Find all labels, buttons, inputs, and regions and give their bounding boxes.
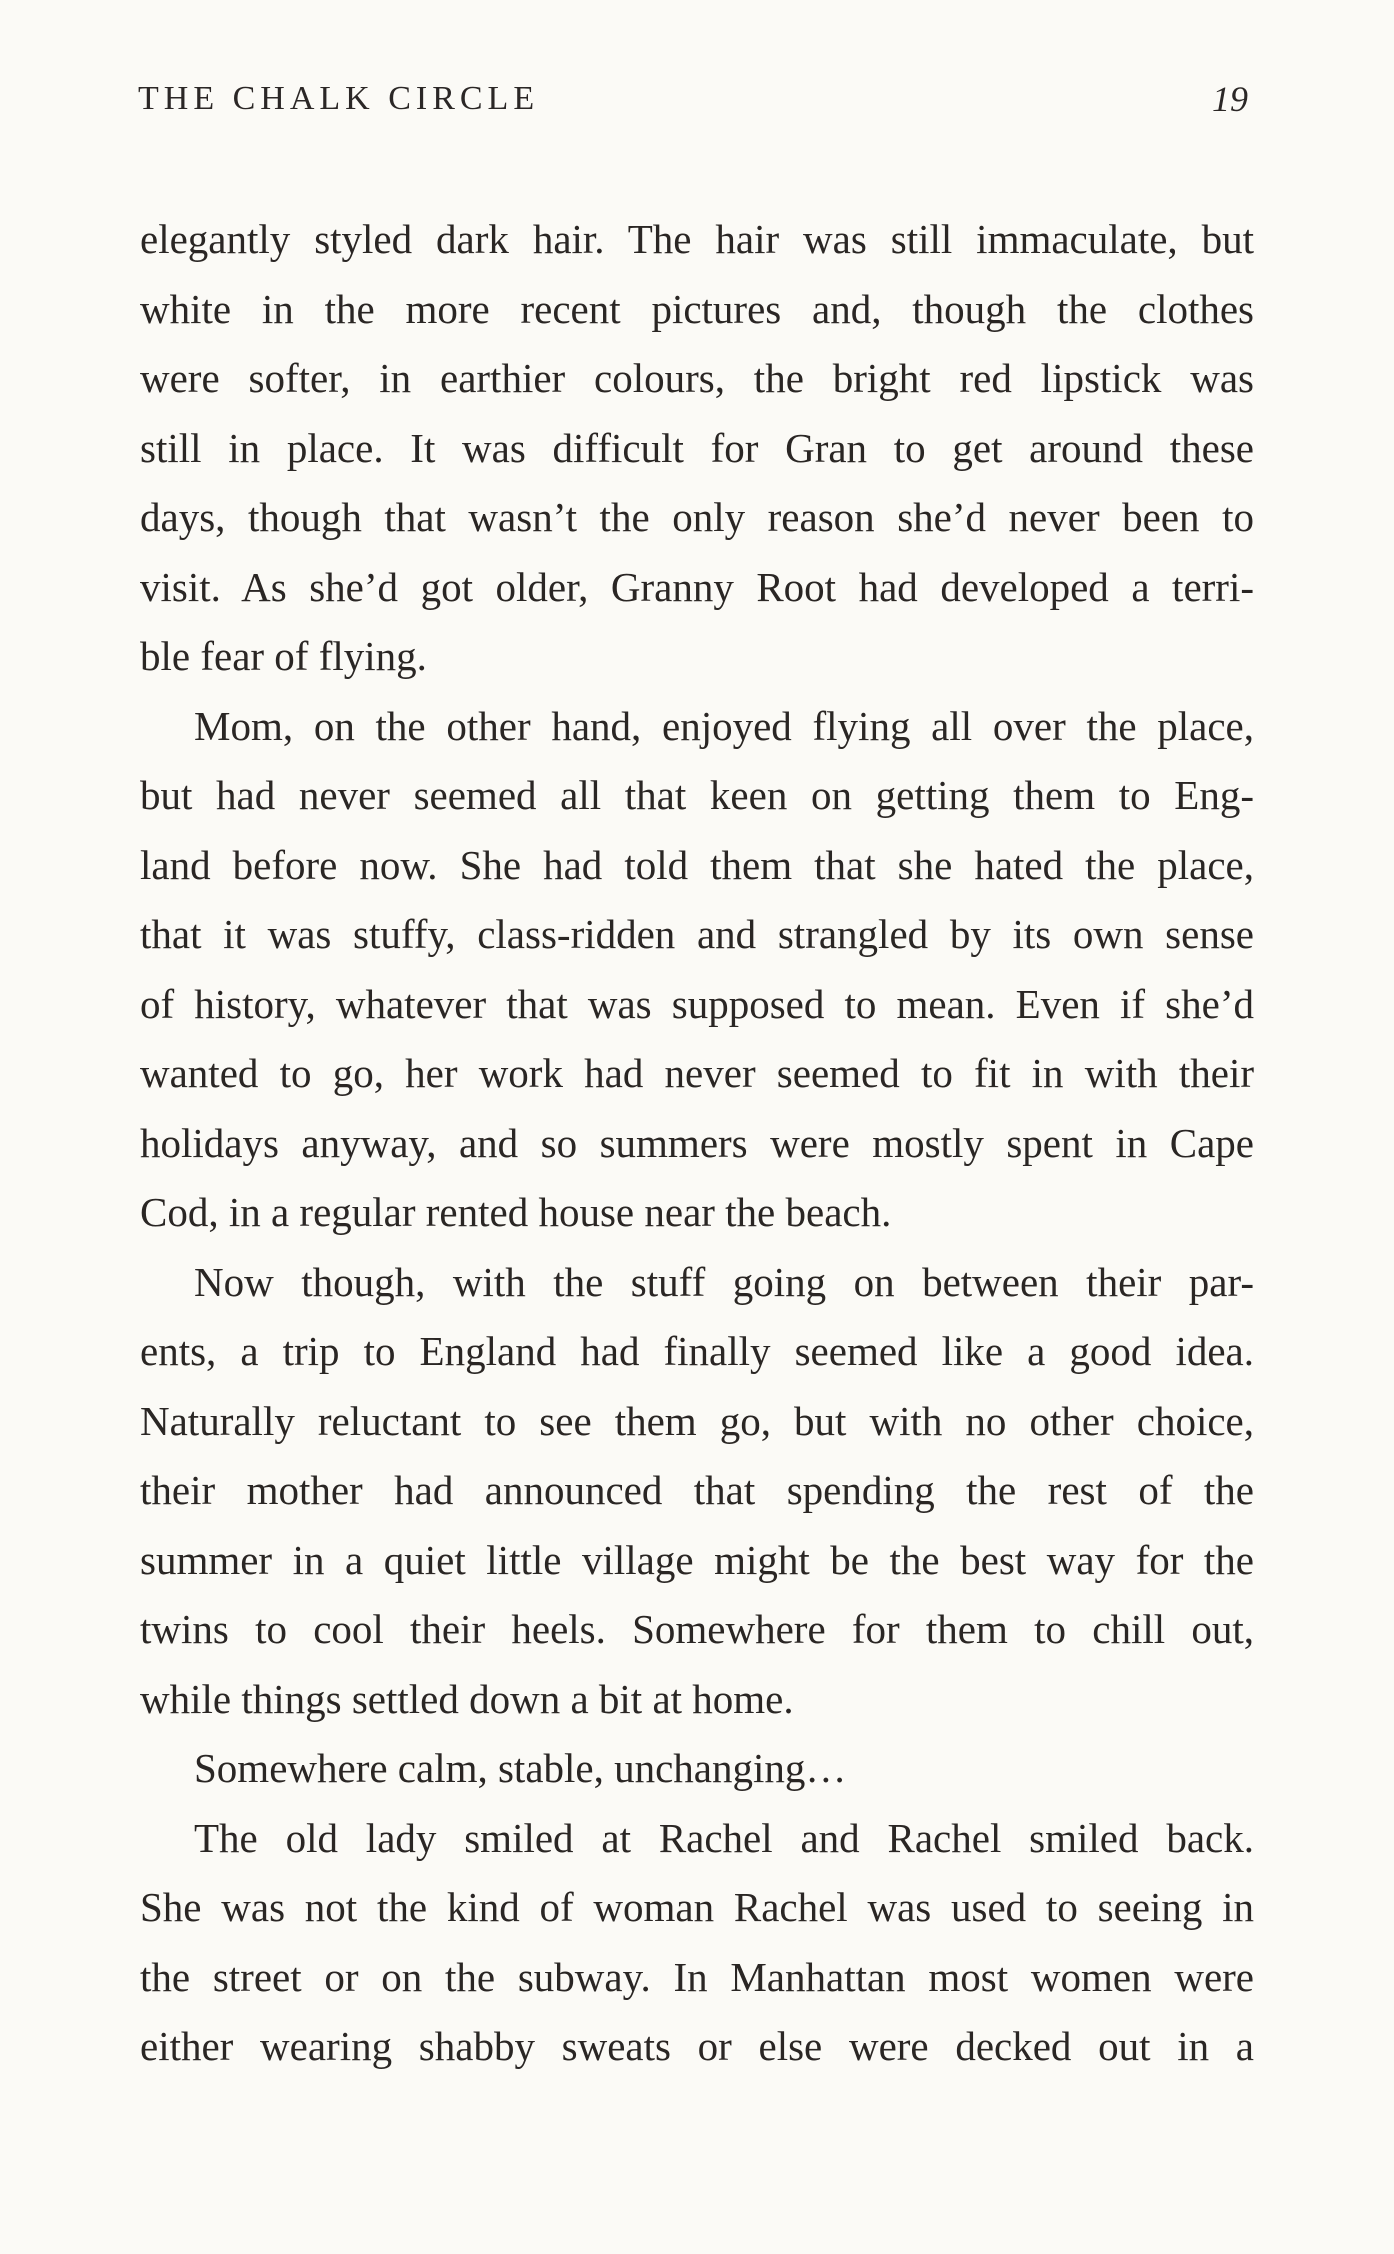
text-line: visit. As she’d got older, Granny Root had developed a terri- — [140, 563, 1254, 610]
text-line: summer in a quiet little village might be the best way for the — [140, 1536, 1254, 1583]
text-line: of history, whatever that was supposed to mean. Even if she’d — [140, 980, 1254, 1027]
text-line: were softer, in earthier colours, the bright red lipstick was — [140, 355, 1254, 401]
text-line: She was not the kind of woman Rachel was used to seeing in — [140, 1884, 1254, 1930]
text-line: still in place. It was difficult for Gran to get around these — [140, 424, 1254, 471]
text-line: days, though that wasn’t the only reason she’d never been to — [140, 494, 1254, 540]
body-text — [140, 205, 1254, 2082]
text-line: Mom, on the other hand, enjoyed flying all over the place, — [194, 702, 1254, 749]
text-line: ents, a trip to England had finally seemed like a good idea. — [140, 1328, 1254, 1374]
text-line: white in the more recent pictures and, though the clothes — [140, 285, 1254, 332]
running-head: THE CHALK CIRCLE — [138, 80, 540, 117]
page-number: 19 — [1212, 79, 1248, 119]
text-line: holidays anyway, and so summers were mostly spent in Cape — [140, 1119, 1254, 1166]
text-line: The old lady smiled at Rachel and Rachel smiled back. — [194, 1814, 1254, 1861]
text-line: their mother had announced that spending the rest of the — [140, 1467, 1254, 1513]
text-line: while things settled down a bit at home. — [140, 1675, 794, 1722]
text-line: elegantly styled dark hair. The hair was still immaculate, but — [140, 216, 1254, 262]
text-line: Cod, in a regular rented house near the beach. — [140, 1189, 892, 1235]
text-line: Somewhere calm, stable, unchanging… — [194, 1745, 847, 1791]
text-line: ble fear of flying. — [140, 633, 427, 679]
text-line: Naturally reluctant to see them go, but with no other choice, — [140, 1397, 1254, 1444]
text-line: the street or on the subway. In Manhattan most women were — [140, 1953, 1254, 2000]
text-line: but had never seemed all that keen on getting them to Eng- — [140, 772, 1254, 818]
text-line: either wearing shabby sweats or else were decked out in a — [140, 2023, 1254, 2069]
text-line: wanted to go, her work had never seemed to fit in with their — [140, 1050, 1254, 1096]
text-line: Now though, with the stuff going on between their par- — [194, 1258, 1254, 1305]
text-line: twins to cool their heels. Somewhere for them to chill out, — [140, 1606, 1254, 1652]
text-line: that it was stuffy, class-ridden and strangled by its own sense — [140, 911, 1254, 957]
text-line: land before now. She had told them that she hated the place, — [140, 841, 1254, 888]
